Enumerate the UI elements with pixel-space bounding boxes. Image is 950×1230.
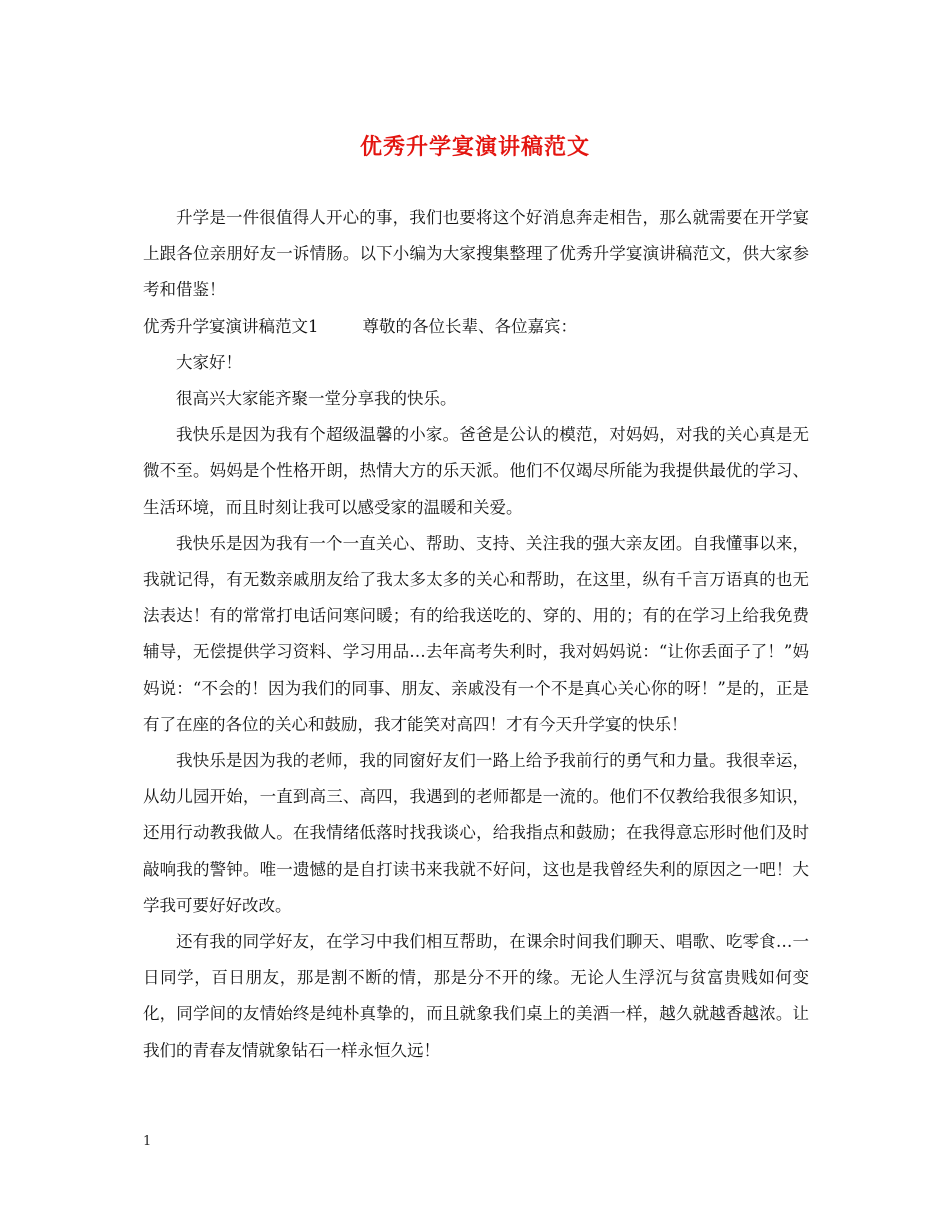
salutation: 尊敬的各位长辈、各位嘉宾：: [362, 316, 577, 336]
document-body: [143, 200, 809, 1069]
section-heading: 优秀升学宴演讲稿范文1: [143, 316, 319, 336]
document-title: 优秀升学宴演讲稿范文: [359, 135, 590, 160]
body-paragraph: 我快乐是因为我有个超级温馨的小家。爸爸是公认的模范，对妈妈，对我的关心真是无微不至。妈妈是个性格开朗，热情大方的乐天派。他们不仅竭尽所能为我提供最优的学习、生活环境，而且时刻让我可以感受家的温暖和关爱。: [143, 425, 809, 517]
body-paragraph: 还有我的同学好友，在学习中我们相互帮助，在课余时间我们聊天、唱歌、吃零食…一日同学，百日朋友，那是割不断的情，那是分不开的缘。无论人生浮沉与贫富贵贱如何变化，同学间的友情始终是纯朴真挚的，而且就象我们桌上的美酒一样，越久就越香越浓。让我们的青春友情就象钻石一样永恒久远！: [143, 932, 809, 1060]
body-paragraph: 我快乐是因为我有一个一直关心、帮助、支持、关注我的强大亲友团。自我懂事以来，我就记得，有无数亲戚朋友给了我太多太多的关心和帮助，在这里，纵有千言万语真的也无法表达！有的常常打电话问寒问暖；有的给我送吃的、穿的、用的；有的在学习上给我免费辅导，无偿提供学习资料、学习用品…去年高考失利时，我对妈妈说：“让你丢面子了！”妈妈说：“不会的！因为我们的同事、朋友、亲戚没有一个不是真心关心你的呀！”是的，正是有了在座的各位的关心和鼓励，我才能笑对高四！才有今天升学宴的快乐！: [143, 533, 809, 734]
body-paragraph: 我快乐是因为我的老师，我的同窗好友们一路上给予我前行的勇气和力量。我很幸运，从幼儿园开始，一直到高三、高四，我遇到的老师都是一流的。他们不仅教给我很多知识，还用行动教我做人。在我情绪低落时找我谈心，给我指点和鼓励；在我得意忘形时他们及时敲响我的警钟。唯一遗憾的是自打读书来我就不好问，这也是我曾经失利的原因之一吧！大学我可要好好改改。: [143, 751, 809, 915]
page-number: 1: [143, 1134, 152, 1149]
intro-paragraph: 升学是一件很值得人开心的事，我们也要将这个好消息奔走相告，那么就需要在开学宴上跟各位亲朋好友一诉情肠。以下小编为大家搜集整理了优秀升学宴演讲稿范文，供大家参考和借鉴！: [143, 208, 809, 300]
body-paragraph: 大家好！: [176, 352, 242, 372]
section-heading-line: [143, 309, 809, 345]
body-paragraph: 很高兴大家能齐聚一堂分享我的快乐。: [176, 389, 457, 409]
